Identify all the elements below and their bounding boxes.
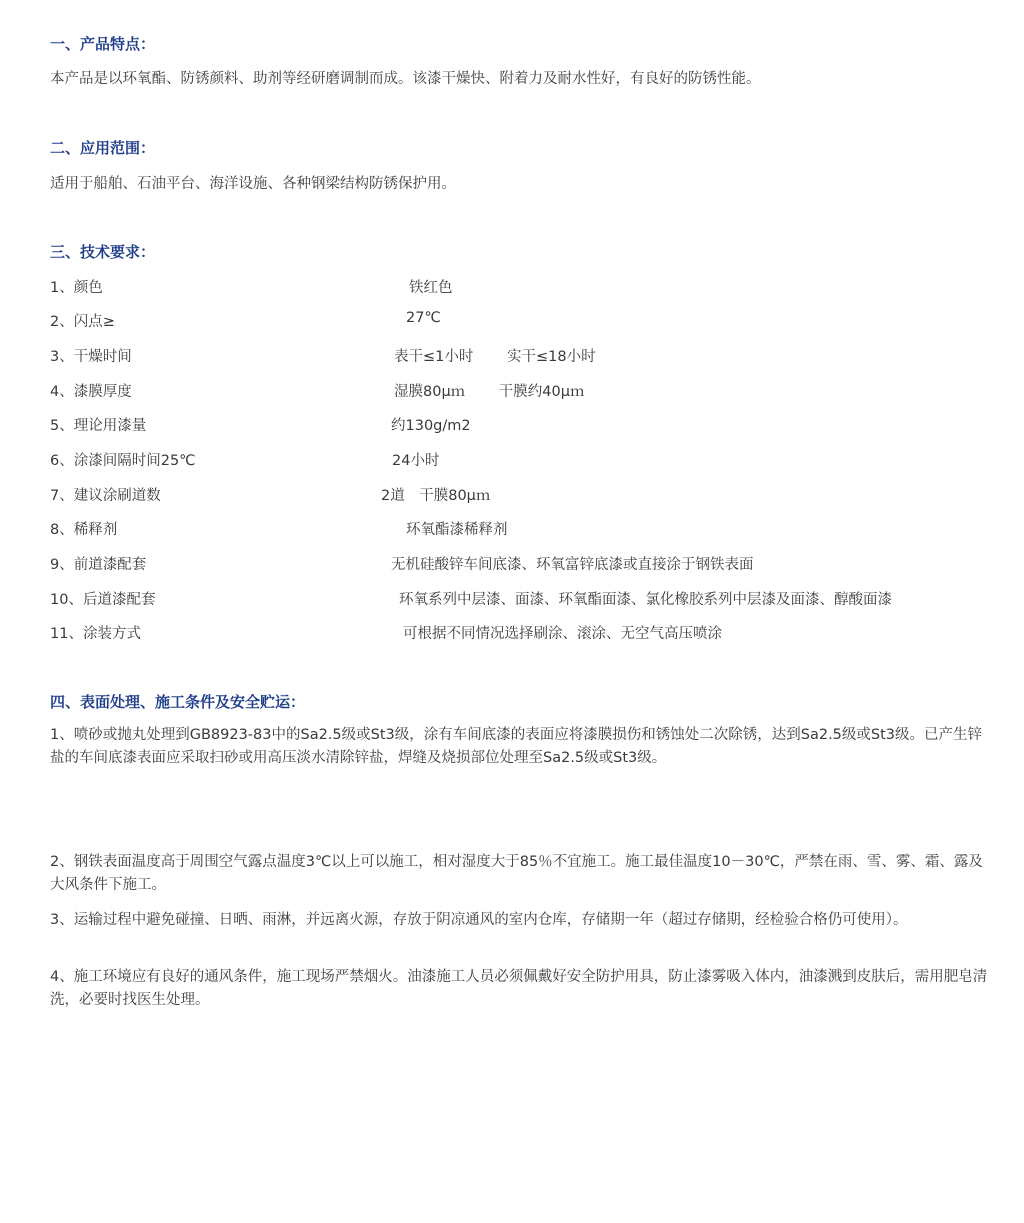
spec-label-drying-time: 3、干燥时间 (50, 349, 132, 365)
spec-value-recoat-interval: 24小时 (392, 453, 440, 469)
spec-value-film-thickness: 湿膜80μｍ 干膜约40μｍ (394, 384, 585, 400)
surface-item-1: 1、喷砂或抛丸处理到GB8923-83中的Sa2.5级或St3级，涂有车间底漆的表面应将漆膜损伤和锈蚀处二次除锈，达到Sa2.5级或St3级。已产生锌盐的车间底漆表面应采取扫砂或用高压淡水清除锌盐，焊缝及烧损部位处理至Sa2.5级或St3级。 (50, 727, 983, 766)
spec-value-color: 铁红色 (409, 280, 453, 296)
surface-item-4: 4、施工环境应有良好的通风条件，施工现场严禁烟火。油漆施工人员必须佩戴好安全防护用具，防止漆雾吸入体内，油漆溅到皮肤后，需用肥皂清洗，必要时找医生处理。 (50, 969, 988, 1008)
spec-label-color: 1、颜色 (50, 280, 103, 296)
surface-item-2: 2、钢铁表面温度高于周围空气露点温度3℃以上可以施工，相对湿度大于85％不宜施工。施工最佳温度10－30℃，严禁在雨、雪、雾、霜、露及大风条件下施工。 (50, 854, 983, 893)
spec-value-drying-time: 表干≤1小时 实干≤18小时 (394, 349, 596, 365)
spec-label-topcoat: 10、后道漆配套 (50, 592, 156, 608)
spec-value-primer: 无机硅酸锌车间底漆、环氧富锌底漆或直接涂于钢铁表面 (391, 557, 754, 573)
spec-value-coats: 2道 干膜80μｍ (381, 488, 491, 504)
spec-label-thinner: 8、稀释剂 (50, 522, 118, 538)
spec-label-coats: 7、建议涂刷道数 (50, 488, 161, 504)
spec-label-recoat-interval: 6、涂漆间隔时间25℃ (50, 453, 196, 469)
spec-label-film-thickness: 4、漆膜厚度 (50, 384, 132, 400)
spec-value-coverage: 约130g/m2 (391, 418, 471, 434)
features-text: 本产品是以环氧酯、防锈颜料、助剂等经研磨调制而成。该漆干燥快、附着力及耐水性好，有良好的防锈性能。 (50, 71, 761, 87)
spec-label-application-method: 11、涂装方式 (50, 626, 141, 642)
application-text: 适用于船舶、石油平台、海洋设施、各种钢梁结构防锈保护用。 (50, 176, 456, 192)
section-title-application: 二、应用范围： (50, 139, 156, 157)
spec-value-application-method: 可根据不同情况选择刷涂、滚涂、无空气高压喷涂 (403, 626, 722, 642)
section-title-surface: 四、表面处理、施工条件及安全贮运： (50, 693, 306, 711)
surface-item-3: 3、运输过程中避免碰撞、日晒、雨淋，并远离火源，存放于阴凉通风的室内仓库，存储期一年（超过存储期，经检验合格仍可使用）。 (50, 912, 908, 928)
section-title-technical: 三、技术要求： (50, 243, 156, 261)
spec-value-thinner: 环氧酯漆稀释剂 (406, 522, 508, 538)
spec-label-primer: 9、前道漆配套 (50, 557, 147, 573)
spec-value-flashpoint: 27℃ (406, 310, 441, 326)
section-title-features: 一、产品特点： (50, 35, 156, 53)
spec-value-topcoat: 环氧系列中层漆、面漆、环氧酯面漆、氯化橡胶系列中层漆及面漆、醇酸面漆 (399, 592, 892, 608)
spec-label-coverage: 5、理论用漆量 (50, 418, 147, 434)
spec-label-flashpoint: 2、闪点≥ (50, 314, 115, 330)
